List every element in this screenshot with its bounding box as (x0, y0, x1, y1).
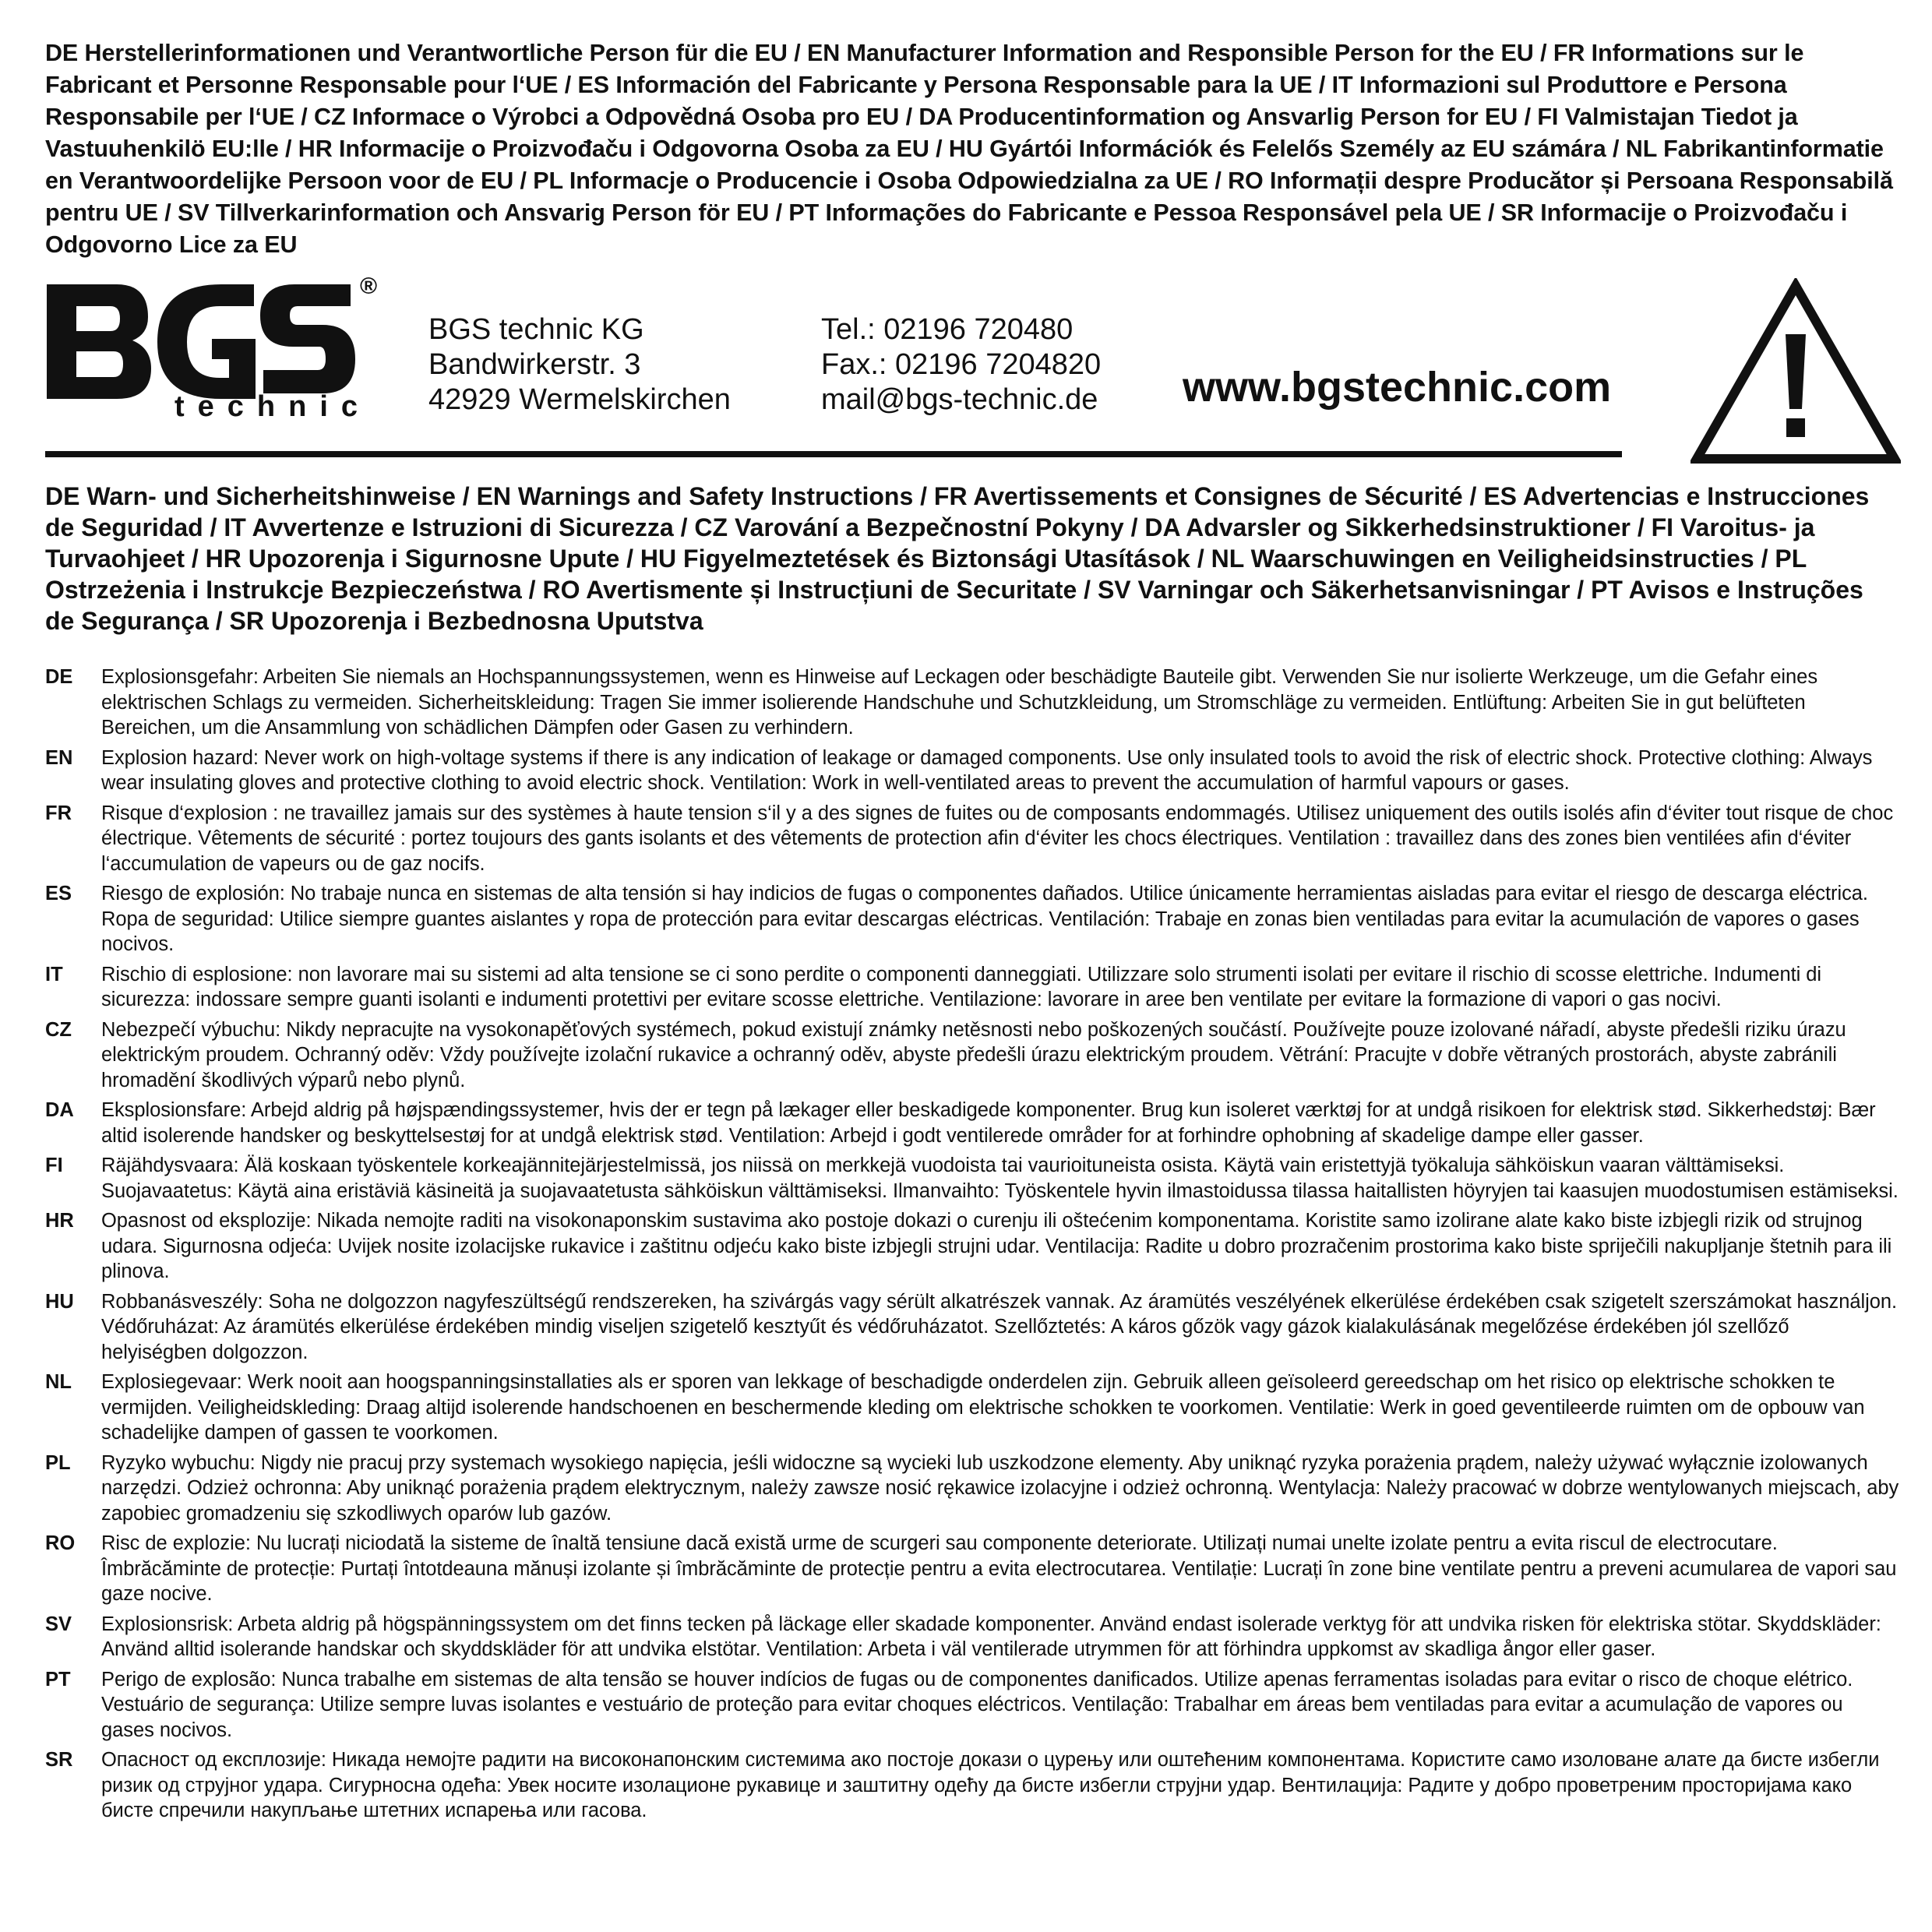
warning-da (45, 1098, 1899, 1148)
warnings-title: DE Warn- und Sicherheitshinweise / EN Warnings and Safety Instructions / FR Avertissements et Consignes de Sécurité / ES Advertencias e Instrucciones de Seguridad / IT Avvertenze e Istruzioni di Sicurezza / CZ Varování a Bezpečnostní Pokyny / DA Advarsler og Sikkerhedsinstruktioner / FI Varoitus- ja Turvaohjeet / HR Upozorenja i Sigurnosne Upute / HU Figyelmeztetések és Biztonsági Utasítások / NL Waarschuwingen en Veiligheidsinstructies / PL Ostrzeżenia i Instrukcje Bezpieczeństwa / RO Avertismente și Instrucțiuni de Securitate / SV Varningar och Säkerhetsanvisningar / PT Avisos e Instruções de Segurança / SR Upozorenja i Bezbednosna Uputstva (45, 482, 1870, 635)
warning-text: Opasnost od eksplozije: Nikada nemojte raditi na visokonaponskim sustavima ako postoje dokazi o curenju ili oštećenim komponentama. Koristite samo izolirane alate kako biste izbjegli rizik od strujnog udara. Sigurnosna odjeća: Uvijek nosite izolacijske rukavice i zaštitnu odjeću kako biste izbjegli strujni udar. Ventilacija: Radite u dobro prozračenim prostorima kako biste spriječili nakupljanje štetnih para ili plinova. (101, 1210, 1892, 1282)
language-code: HU (45, 1290, 74, 1313)
language-code: HR (45, 1210, 74, 1232)
warning-hr (45, 1208, 1899, 1285)
warning-text: Explosiegevaar: Werk nooit aan hoogspanningsinstallaties als er sporen van lekkage of beschadigde onderdelen zijn. Gebruik alleen geïsoleerd gereedschap om het risico op elektrische schokken te vermijden. Veiligheidskleding: Draag altijd isolerende handschoenen en beschermende kleding om elektrische schokken te voorkomen. Ventilatie: Werk in goed geventileerde ruimten om de opbouw van schadelijke dampen of gassen te voorkomen. (101, 1371, 1865, 1444)
logo-letterforms (47, 284, 355, 399)
company-contact (821, 312, 1101, 418)
logo-subtitle: technic (175, 390, 372, 423)
contact-fax: Fax.: 02196 7204820 (821, 348, 1102, 381)
warning-text: Riesgo de explosión: No trabaje nunca en sistemas de alta tensión si hay indicios de fugas o componentes dañados. Utilice únicamente herramientas aisladas para evitar el riesgo de descarga eléctrica. Ropa de seguridad: Utilice siempre guantes aislantes y ropa de protección para evitar descargas eléctricas. Ventilación: Trabaje en zonas bien ventiladas para evitar la acumulación de vapores o gases nocivos. (101, 883, 1868, 955)
company-name: BGS technic KG (428, 313, 644, 346)
warning-ro (45, 1531, 1899, 1607)
warning-en (45, 746, 1899, 796)
warning-text: Perigo de explosão: Nunca trabalhe em sistemas de alta tensão se houver indícios de fugas ou de componentes danificados. Utilize apenas ferramentas isoladas para evitar o risco de choque elétrico. Vestuário de segurança: Utilize sempre luvas isolantes e vestuário de proteção para evitar choques eléctricos. Ventilação: Trabalhar em áreas bem ventiladas para evitar a acumulação de vapores ou gases nocivos. (101, 1668, 1853, 1741)
warning-sv (45, 1612, 1899, 1662)
warning-text: Räjähdysvaara: Älä koskaan työskentele korkeajännitejärjestelmissä, jos niissä on merkkejä vuodoista tai vaurioituneista osista. Käytä vain eristettyjä työkaluja sähköiskun vaaran välttämiseksi. Suojavaatetus: Käytä aina eristäviä käsineitä ja suojavaatetusta sähköiskun välttämiseksi. Ilmanvaihto: Työskentele hyvin ilmastoidussa tilassa haitallisten höyryjen tai kaasujen muodostumisen estämiseksi. (101, 1155, 1899, 1202)
warning-hu (45, 1289, 1899, 1366)
language-code: IT (45, 963, 63, 985)
contact-tel: Tel.: 02196 720480 (821, 313, 1074, 346)
warning-text: Explosion hazard: Never work on high-voltage systems if there is any indication of leakage or damaged components. Use only insulated tools to avoid the risk of electric shock. Protective clothing: Always wear insulating gloves and protective clothing to avoid electric shock. Ventilation: Work in well-ventilated areas to prevent the accumulation of harmful vapours or gases. (101, 746, 1873, 794)
language-code: SR (45, 1749, 73, 1771)
language-code: DE (45, 666, 73, 688)
warning-pl (45, 1451, 1899, 1527)
warning-text: Explosionsrisk: Arbeta aldrig på högspänningssystem om det finns tecken på läckage eller skadade komponenter. Använd endast isolerade verktyg för att undvika risken för elektriska stötar. Skyddskläder: Använd alltid isolerande handskar och skyddskläder för att undvika elstötar. Ventilation: Arbeta i väl ventilerade utrymmen för att förhindra uppkomst av skadliga ångor eller gaser. (101, 1613, 1881, 1660)
manufacturer-info-header: DE Herstellerinformationen und Verantwortliche Person für die EU / EN Manufacturer Information and Responsible Person for the EU / FR Informations sur le Fabricant et Personne Responsable pour l‘UE / ES Información del Fabricante y Persona Responsable para la UE / IT Informazioni sul Produttore e Persona Responsabile per l‘UE / CZ Informace o Výrobci a Odpovědná Osoba pro EU / DA Producentinformation og Ansvarlig Person for EU / FI Valmistajan Tiedot ja Vastuuhenkilö EU:lle / HR Informacije o Proizvođaču i Odgovorna Osoba za EU / HU Gyártói Információk és Felelős Személy az EU számára / NL Fabrikantinformatie en Verantwoordelijke Persoon voor de EU / PL Informacje o Producencie i Osoba Odpowiedzialna za UE / RO Informații despre Producător și Persoana Responsabilă pentru UE / SV Tillverkarinformation och Ansvarig Person för EU / PT Informações do Fabricante e Pessoa Responsável pela UE / SR Informacije o Proizvođaču i Odgovorno Lice za EU (45, 40, 1893, 258)
language-code: EN (45, 746, 73, 769)
language-code: ES (45, 883, 72, 904)
warning-text: Eksplosionsfare: Arbejd aldrig på højspændingssystemer, hvis der er tegn på lækager eller beskadigede komponenter. Brug kun isoleret værktøj for at undgå risikoen for elektrisk stød. Sikkerhedstøj: Bær altid isolerende handsker og beskyttelsestøj for at undgå elektrisk stød. Ventilation: Arbejd i godt ventilerede områder for at forhindre ophobning af skadelige dampe eller gasser. (101, 1099, 1876, 1147)
language-code: FI (45, 1155, 63, 1176)
warning-text: Rischio di esplosione: non lavorare mai su sistemi ad alta tensione se ci sono perdite o componenti danneggiati. Utilizzare solo strumenti isolati per evitare il rischio di scosse elettriche. Indumenti di sicurezza: indossare sempre guanti isolanti e indumenti protettivi per evitare scosse elettriche. Ventilazione: lavorare in aree ben ventilate per evitare la formazione di vapori o gas nocivi. (101, 963, 1822, 1010)
warning-text: Risque d‘explosion : ne travaillez jamais sur des systèmes à haute tension s‘il y a des signes de fuites ou de composants endommagés. Utilisez uniquement des outils isolés afin d‘éviter tout risque de choc électrique. Vêtements de sécurité : portez toujours des gants isolants et des vêtements de protection afin d‘éviter les chocs électriques. Ventilation : travaillez dans des zones bien ventilées afin d‘éviter l‘accumulation de vapeurs ou de gaz nocifs. (101, 802, 1894, 875)
warning-pt (45, 1667, 1899, 1743)
language-code: PL (45, 1451, 71, 1474)
language-code: FR (45, 802, 72, 824)
warning-text: Ryzyko wybuchu: Nigdy nie pracuj przy systemach wysokiego napięcia, jeśli widoczne są wycieki lub uszkodzone elementy. Aby uniknąć ryzyka porażenia prądem, należy używać wyłącznie izolowanych narzędzi. Odzież ochronna: Aby uniknąć porażenia prądem elektrycznym, należy zawsze nosić rękawice izolacyjne i odzież ochronną. Wentylacja: Należy pracować w dobrze wentylowanych miejscach, aby zapobiec gromadzeniu się szkodliwych oparów lub gazów. (101, 1451, 1899, 1525)
warning-de (45, 665, 1899, 741)
company-city: 42929 Wermelskirchen (428, 383, 731, 416)
language-code: RO (45, 1532, 76, 1554)
warning-text: Nebezpečí výbuchu: Nikdy nepracujte na vysokonapěťových systémech, pokud existují známky netěsnosti nebo poškozených součástí. Používejte pouze izolované nářadí, abyste předešli riziku úrazu elektrickým proudem. Ochranný oděv: Vždy používejte izolační rukavice a ochranný oděv, abyste předešli úrazu elektrickým proudem. Větrání: Pracujte v dobře větraných prostorách, abyste zabránili hromadění škodlivých výparů nebo plynů. (101, 1018, 1846, 1091)
warning-fr (45, 801, 1899, 877)
document-page (45, 37, 1899, 1828)
warning-es (45, 881, 1899, 957)
contact-mail[interactable]: mail@bgs-technic.de (821, 383, 1098, 416)
language-code: CZ (45, 1018, 72, 1041)
warning-text: Risc de explozie: Nu lucrați niciodată la sisteme de înaltă tensiune dacă există urme de scurgeri sau componente deteriorate. Utilizați numai unelte izolate pentru a evita riscul de electrocutare. Îmbrăcăminte de protecție: Purtați întotdeauna mănuși izolante și îmbrăcăminte de protecție pentru a evita electrocutarea. Ventilație: Lucrați în zone bine ventilate pentru a preveni acumularea de vapori sau gaze nocive. (101, 1532, 1897, 1605)
language-code: DA (45, 1099, 74, 1121)
language-code: PT (45, 1668, 71, 1690)
warning-text: Explosionsgefahr: Arbeiten Sie niemals an Hochspannungssystemen, wenn es Hinweise auf Leckagen oder beschädigte Bauteile gibt. Verwenden Sie nur isolierte Werkzeuge, um die Gefahr eines elektrischen Schlags zu vermeiden. Sicherheitskleidung: Tragen Sie immer isolierende Handschuhe und Schutzkleidung, um Stromschläge zu vermeiden. Entlüftung: Arbeiten Sie in gut belüfteten Bereichen, um die Ansammlung von schädlichen Dämpfen oder Gasen zu verhindern. (101, 666, 1818, 739)
warning-cz (45, 1017, 1899, 1094)
website-link[interactable]: www.bgstechnic.com (1183, 364, 1612, 411)
company-street: Bandwirkerstr. 3 (428, 348, 641, 381)
warning-fi (45, 1153, 1899, 1204)
warning-triangle-icon (1690, 278, 1901, 465)
registered-mark: ® (360, 273, 378, 299)
language-warnings-list (45, 665, 1899, 1824)
language-code: SV (45, 1613, 72, 1635)
company-address (428, 312, 731, 418)
warning-sr (45, 1747, 1899, 1824)
warning-text: Robbanásveszély: Soha ne dolgozzon nagyfeszültségű rendszereken, ha szivárgás vagy sérült alkatrészek vannak. Az áramütés veszélyének elkerülése érdekében csak szigetelt szerszámokat használjon. Védőruházat: Az áramütés elkerülése érdekében mindig viseljen szigetelő kesztyűt és védőruházatot. Szellőztetés: A káros gőzök vagy gázok kialakulásának megelőzése érdekében jól szellőző helyiségben dolgozzon. (101, 1290, 1897, 1363)
header-divider (45, 451, 1622, 457)
warning-it (45, 962, 1899, 1013)
brand-row (45, 273, 1899, 481)
language-code: NL (45, 1371, 72, 1393)
warning-text: Опасност од експлозије: Никада немојте радити на високонапонским системима ако постоје докази о цурењу или оштећеним компонентама. Користите само изоловане алате да бисте избегли ризик од струјног удара. Сигурносна одећа: Увек носите изолационе рукавице и заштитну одећу да бисте избегли струјни удар. Вентилација: Радите у добро проветреним просторијама како бисте спречили накупљање штетних испарења или гасова. (101, 1749, 1880, 1821)
warning-nl (45, 1370, 1899, 1446)
